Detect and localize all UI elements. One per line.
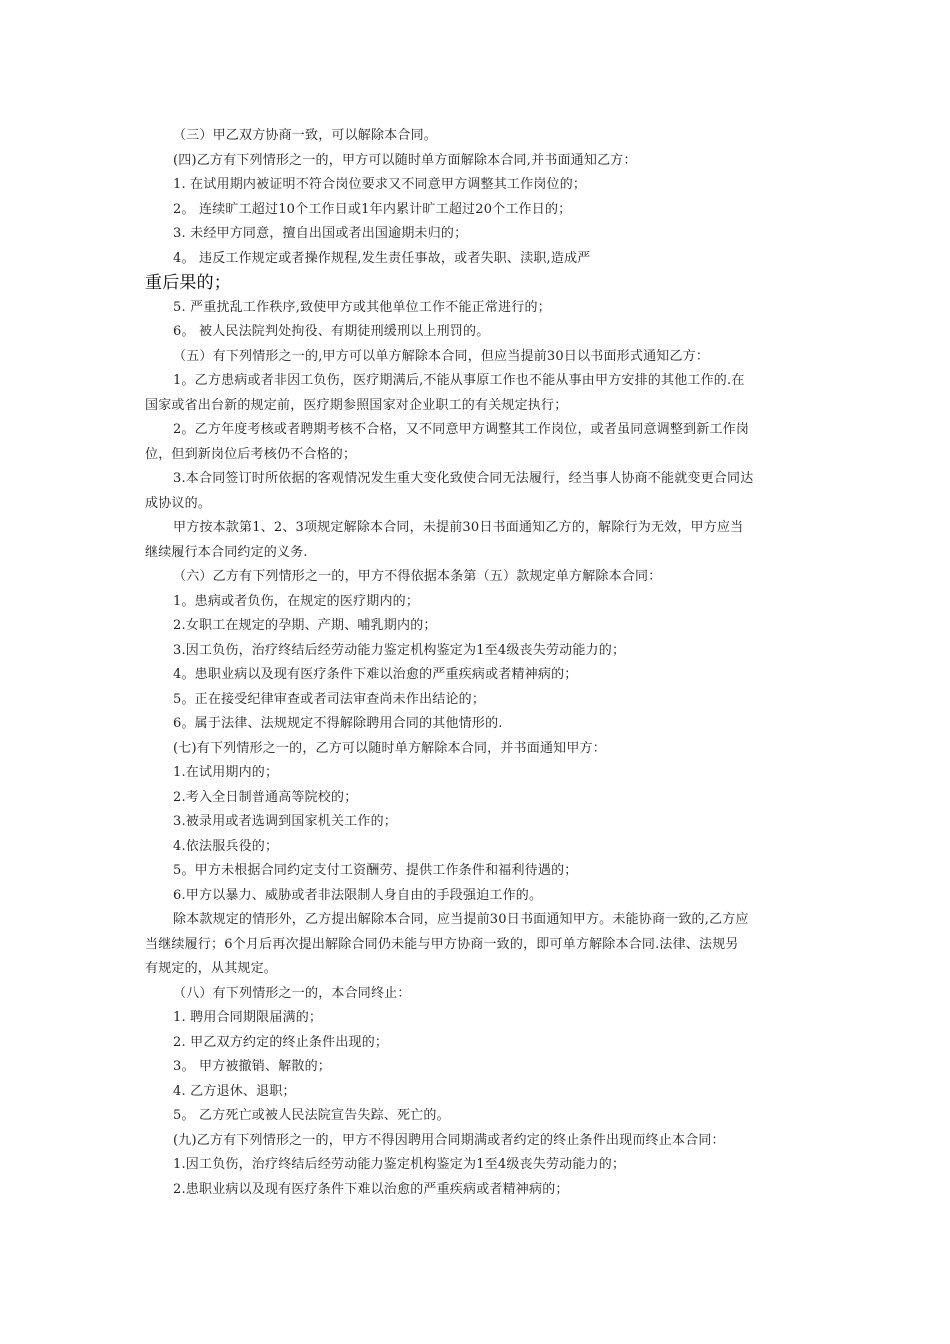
text-line: 2。乙方年度考核或者聘期考核不合格，又不同意甲方调整其工作岗位，或者虽同意调整到新工作岗 <box>173 422 750 437</box>
text-line: 1.在试用期内的； <box>173 765 279 780</box>
text-line: （五）有下列情形之一的,甲方可以单方解除本合同，但应当提前30日以书面形式通知乙方： <box>173 348 710 364</box>
text-line: （三）甲乙双方协商一致，可以解除本合同。 <box>173 128 438 143</box>
text-line: 甲方按本款第1、2、3项规定解除本合同，未提前30日书面通知乙方的，解除行为无效，甲方应当 <box>173 520 744 535</box>
text-line: 6。 被人民法院判处拘役、有期徒刑缓刑以上刑罚的。 <box>173 324 490 339</box>
text-line: (七)有下列情形之一的，乙方可以随时单方解除本合同，并书面通知甲方： <box>173 740 606 756</box>
text-line: 5。甲方未根据合同约定支付工资酬劳、提供工作条件和福利待遇的； <box>173 863 578 878</box>
text-line: 有规定的，从其规定。 <box>145 961 278 976</box>
text-line: 除本款规定的情形外，乙方提出解除本合同，应当提前30日书面通知甲方。未能协商一致的,乙方应 <box>173 912 749 927</box>
text-line: 5。正在接受纪律审查或者司法审查尚未作出结论的； <box>173 691 486 707</box>
text-line: 2.女职工在规定的孕期、产期、哺乳期内的； <box>173 618 437 633</box>
text-line: 4. 乙方退休、退职； <box>173 1083 296 1099</box>
text-line: 4.依法服兵役的； <box>173 838 279 854</box>
text-line: 5。 乙方死亡或被人民法院宣告失踪、死亡的。 <box>173 1108 450 1123</box>
text-line: 1. 在试用期内被证明不符合岗位要求又不同意甲方调整其工作岗位的； <box>173 177 587 192</box>
text-line: （八）有下列情形之一的，本合同终止： <box>173 985 411 1001</box>
text-line: 继续履行本合同约定的义务. <box>145 544 308 560</box>
text-line: 2。 连续旷工超过10个工作日或1年内累计旷工超过20个工作日的； <box>173 201 572 217</box>
text-line: 3. 未经甲方同意，擅自出国或者出国逾期未归的； <box>173 226 468 241</box>
text-line: (九)乙方有下列情形之一的，甲方不得因聘用合同期满或者约定的终止条件出现而终止本合同： <box>173 1132 725 1148</box>
text-line: 成协议的。 <box>145 495 212 511</box>
text-line: 1.因工负伤，治疗终结后经劳动能力鉴定机构鉴定为1至4级丧失劳动能力的； <box>173 1157 626 1172</box>
text-line: 3。 甲方被撤销、解散的； <box>173 1059 332 1074</box>
text-line: 6.甲方以暴力、威胁或者非法限制人身自由的手段强迫工作的。 <box>173 887 543 903</box>
text-line: 位，但到新岗位后考核仍不合格的； <box>145 446 357 462</box>
text-line: (四)乙方有下列情形之一的，甲方可以随时单方面解除本合同,并书面通知乙方： <box>173 152 637 168</box>
text-line: 2.患职业病以及现有医疗条件下难以治愈的严重疾病或者精神病的； <box>173 1181 569 1197</box>
text-line: 3.被录用或者选调到国家机关工作的； <box>173 814 398 829</box>
text-line: 3.因工负伤，治疗终结后经劳动能力鉴定机构鉴定为1至4级丧失劳动能力的； <box>173 642 626 658</box>
text-line: 重后果的； <box>145 273 231 293</box>
text-line: 4。 违反工作规定或者操作规程,发生责任事故，或者失职、渎职,造成严 <box>173 250 591 266</box>
text-line: 3.本合同签订时所依据的客观情况发生重大变化致使合同无法履行，经当事人协商不能就变更合同达 <box>173 471 754 486</box>
text-line: （六）乙方有下列情形之一的，甲方不得依据本条第（五）款规定单方解除本合同： <box>173 569 662 584</box>
text-line: 5. 严重扰乱工作秩序,致使甲方或其他单位工作不能正常进行的； <box>173 299 551 315</box>
text-line: 当继续履行；6个月后再次提出解除合同仍未能与甲方协商一致的，即可单方解除本合同.法律、法规另 <box>145 936 739 952</box>
text-line: 4。患职业病以及现有医疗条件下难以治愈的严重疾病或者精神病的； <box>173 667 578 682</box>
text-line: 2.考入全日制普通高等院校的； <box>173 789 358 805</box>
text-line: 1。乙方患病或者非因工负伤，医疗期满后,不能从事原工作也不能从事由甲方安排的其他工作的.在 <box>173 373 745 388</box>
text-line: 6。属于法律、法规规定不得解除聘用合同的其他情形的. <box>173 716 503 731</box>
text-line: 国家或省出台新的规定前，医疗期参照国家对企业职工的有关规定执行； <box>145 397 568 413</box>
text-line: 1。患病或者负伤，在规定的医疗期内的； <box>173 593 420 609</box>
document-body <box>145 124 813 1202</box>
text-line: 2. 甲乙双方约定的终止条件出现的； <box>173 1034 389 1050</box>
text-line: 1. 聘用合同期限届满的； <box>173 1010 323 1025</box>
